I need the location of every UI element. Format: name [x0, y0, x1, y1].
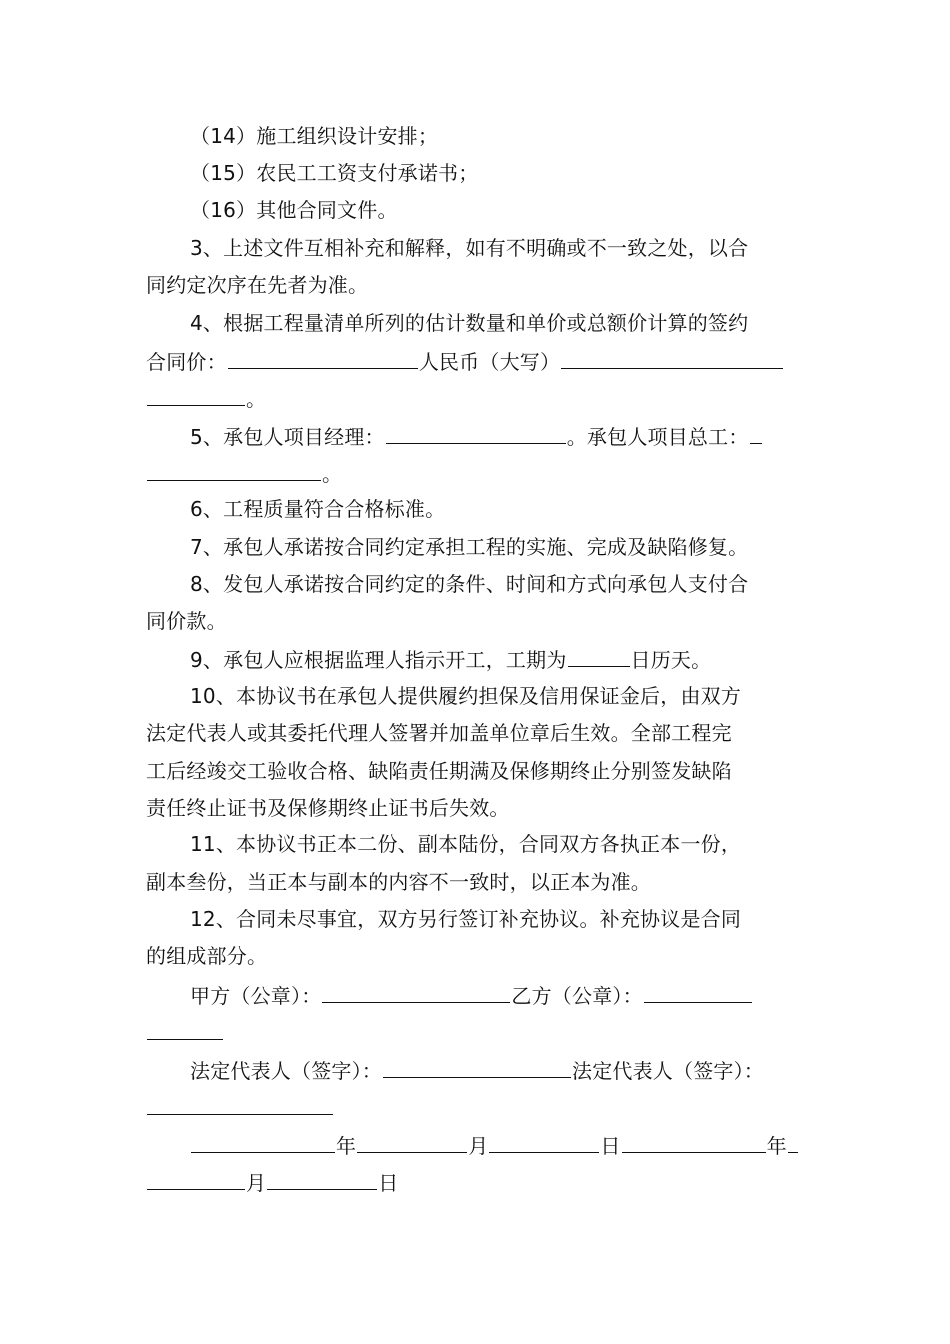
legal-rep-line-cont [146, 1094, 334, 1120]
clause-8-line-2: 同价款。 [146, 609, 227, 633]
clause-7: 7、承包人承诺按合同约定承担工程的实施、完成及缺陷修复。 [190, 535, 749, 559]
clause-11-line-1: 11、本协议书正本二份、副本陆份，合同双方各执正本一份， [190, 832, 742, 856]
party-b-legal-rep-label: 法定代表人（签字）： [572, 1059, 764, 1083]
clause-12-line-1: 12、合同未尽事宜，双方另行签订补充协议。补充协议是合同 [190, 907, 742, 931]
clause-12-line-2: 的组成部分。 [146, 944, 268, 968]
party-a-month-label: 月 [468, 1134, 489, 1158]
clause-9 [190, 646, 711, 672]
item-15: （15）农民工工资支付承诺书； [190, 161, 479, 185]
project-manager-label: 5、承包人项目经理： [190, 425, 385, 449]
party-b-legal-rep-blank [147, 1094, 333, 1115]
date-line-cont [146, 1169, 398, 1195]
duration-blank [568, 646, 630, 667]
party-a-year-blank [191, 1132, 335, 1153]
party-a-legal-rep-blank [383, 1057, 571, 1078]
chief-engineer-blank [750, 423, 762, 444]
clause-6: 6、工程质量符合合格标准。 [190, 497, 446, 521]
legal-rep-line [190, 1057, 764, 1083]
party-b-year-blank [622, 1132, 766, 1153]
clause-5-line-2 [146, 460, 342, 486]
rmb-uppercase-blank [561, 348, 783, 369]
party-b-day-blank [267, 1169, 377, 1190]
party-b-month-blank [788, 1132, 798, 1153]
contract-price-blank [228, 348, 418, 369]
clause-4-line-2 [146, 348, 784, 374]
duration-label: 9、承包人应根据监理人指示开工，工期为 [190, 648, 567, 672]
chief-engineer-label: 。承包人项目总工： [566, 425, 749, 449]
project-manager-blank [386, 423, 566, 444]
item-16: （16）其他合同文件。 [190, 198, 398, 222]
item-14: （14）施工组织设计安排； [190, 124, 439, 148]
party-a-legal-rep-label: 法定代表人（签字）： [190, 1059, 382, 1083]
clause-3-line-2: 同约定次序在先者为准。 [146, 273, 369, 297]
rmb-uppercase-blank-cont [147, 385, 245, 406]
party-a-seal-blank [322, 982, 510, 1003]
clause-5-end: 。 [322, 462, 343, 486]
party-b-seal-label: 乙方（公章）： [511, 984, 643, 1008]
clause-4-line-1: 4、根据工程量清单所列的估计数量和单价或总额价计算的签约 [190, 311, 749, 335]
seal-line-cont [146, 1019, 224, 1045]
party-b-month-blank-cont [147, 1169, 245, 1190]
clause-10-line-2: 法定代表人或其委托代理人签署并加盖单位章后生效。全部工程完 [146, 721, 732, 745]
party-b-day-label: 日 [378, 1171, 399, 1195]
party-a-seal-label: 甲方（公章）： [190, 984, 322, 1008]
party-b-seal-blank [644, 982, 752, 1003]
clause-11-line-2: 副本叁份，当正本与副本的内容不一致时，以正本为准。 [146, 870, 651, 894]
party-a-year-label: 年 [336, 1134, 357, 1158]
seal-line [190, 982, 753, 1008]
calendar-days-label: 日历天。 [630, 648, 712, 672]
date-line [190, 1132, 799, 1158]
party-a-day-blank [489, 1132, 599, 1153]
contract-price-label: 合同价： [146, 350, 227, 374]
party-b-month-label: 月 [246, 1171, 267, 1195]
clause-4-line-3 [146, 385, 266, 411]
party-b-year-label: 年 [766, 1134, 787, 1158]
clause-10-line-3: 工后经竣交工验收合格、缺陷责任期满及保修期终止分别签发缺陷 [146, 759, 732, 783]
clause-10-line-4: 责任终止证书及保修期终止证书后失效。 [146, 796, 510, 820]
party-a-day-label: 日 [600, 1134, 621, 1158]
chief-engineer-blank-cont [147, 460, 321, 481]
clause-4-end: 。 [246, 387, 267, 411]
clause-5-line-1 [190, 423, 763, 449]
party-b-seal-blank-cont [147, 1019, 223, 1040]
rmb-uppercase-label: 人民币（大写） [418, 350, 561, 374]
party-a-month-blank [357, 1132, 467, 1153]
clause-8-line-1: 8、发包人承诺按合同约定的条件、时间和方式向承包人支付合 [190, 572, 749, 596]
clause-10-line-1: 10、本协议书在承包人提供履约担保及信用保证金后，由双方 [190, 684, 742, 708]
clause-3-line-1: 3、上述文件互相补充和解释，如有不明确或不一致之处，以合 [190, 236, 749, 260]
